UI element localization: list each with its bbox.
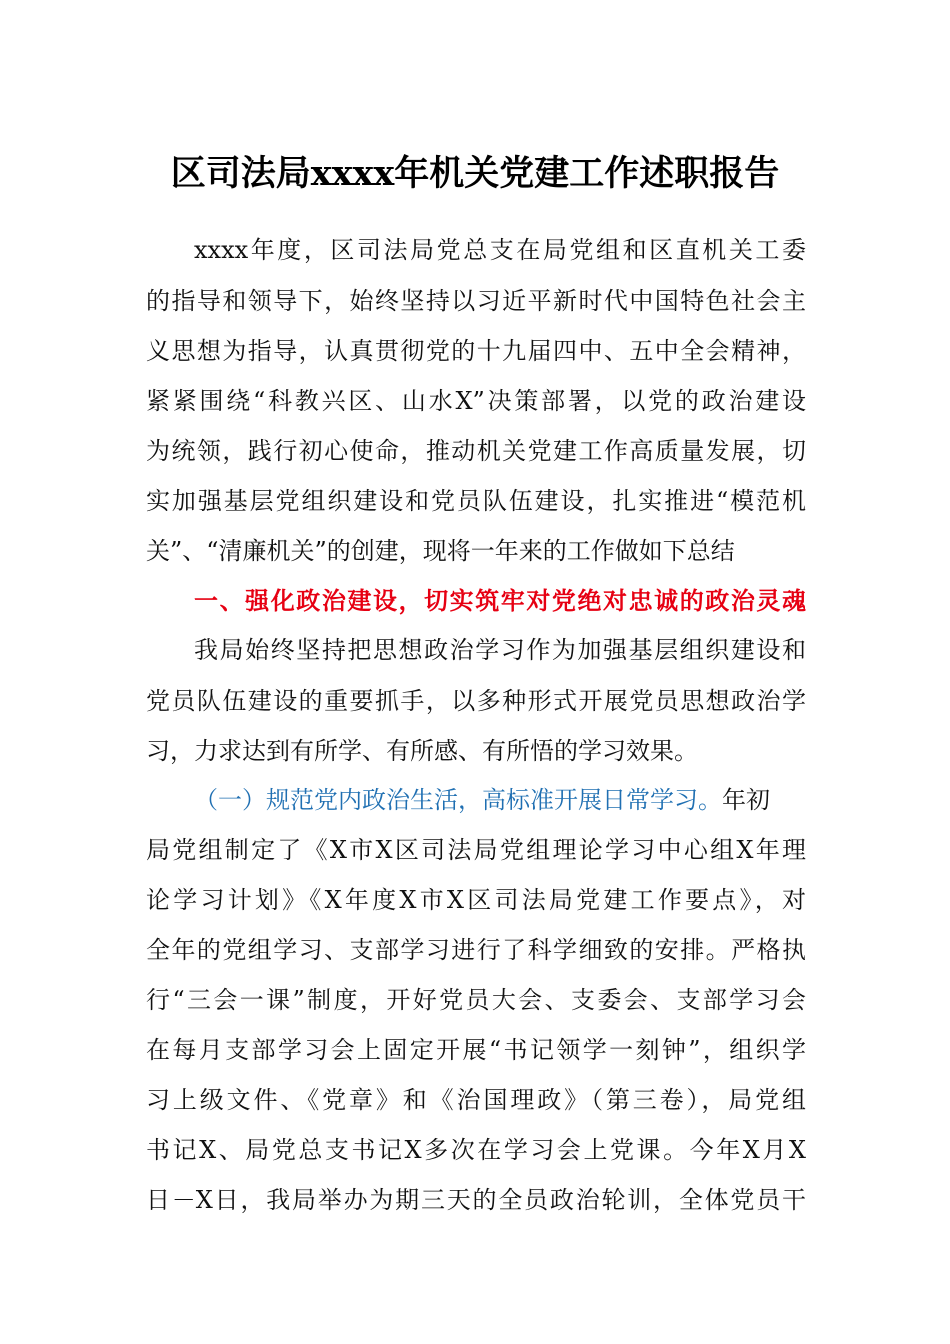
paragraph-line: 行“三会一课”制度，开好党员大会、支委会、支部学习会: [146, 986, 806, 1014]
paragraph-line: 的指导和领导下，始终坚持以习近平新时代中国特色社会主: [146, 287, 806, 315]
paragraph-text: 年初: [722, 786, 770, 814]
paragraph-line: 为统领，践行初心使命，推动机关党建工作高质量发展，切: [146, 437, 806, 465]
paragraph-line: 在每月支部学习会上固定开展“书记领学一刻钟”，组织学: [146, 1036, 806, 1064]
paragraph-line: 全年的党组学习、支部学习进行了科学细致的安排。严格执: [146, 936, 806, 964]
section-heading-1: 一、强化政治建设，切实筑牢对党绝对忠诚的政治灵魂: [194, 587, 806, 615]
paragraph-line: 党员队伍建设的重要抓手，以多种形式开展党员思想政治学: [146, 687, 806, 715]
paragraph-line: 实加强基层党组织建设和党员队伍建设，扎实推进“模范机: [146, 487, 806, 515]
paragraph-line: 习上级文件、《党章》和《治国理政》（第三卷），局党组: [146, 1086, 806, 1114]
paragraph-line: 紧紧围绕“科教兴区、山水X”决策部署，以党的政治建设: [146, 387, 806, 415]
paragraph-line: xxxx年度，区司法局党总支在局党组和区直机关工委: [194, 236, 806, 264]
paragraph-line: 我局始终坚持把思想政治学习作为加强基层组织建设和: [194, 636, 806, 664]
paragraph-line: 论学习计划》《X年度X市X区司法局党建工作要点》，对: [146, 886, 806, 914]
paragraph-line: 日－X日，我局举办为期三天的全员政治轮训，全体党员干: [146, 1186, 806, 1214]
paragraph-line: 关”、“清廉机关”的创建，现将一年来的工作做如下总结: [146, 537, 735, 565]
paragraph-line: 义思想为指导，认真贯彻党的十九届四中、五中全会精神，: [146, 337, 806, 365]
paragraph-line: 局党组制定了《X市X区司法局党组理论学习中心组X年理: [146, 836, 806, 864]
paragraph-line: 书记X、局党总支书记X多次在学习会上党课。今年X月X: [146, 1136, 806, 1164]
subsection-line: [194, 775, 806, 825]
document-title: 区司法局xxxx年机关党建工作述职报告: [170, 153, 780, 194]
paragraph-line: 习，力求达到有所学、有所感、有所悟的学习效果。: [146, 737, 698, 765]
subsection-heading: （一）规范党内政治生活，高标准开展日常学习。: [194, 786, 722, 814]
